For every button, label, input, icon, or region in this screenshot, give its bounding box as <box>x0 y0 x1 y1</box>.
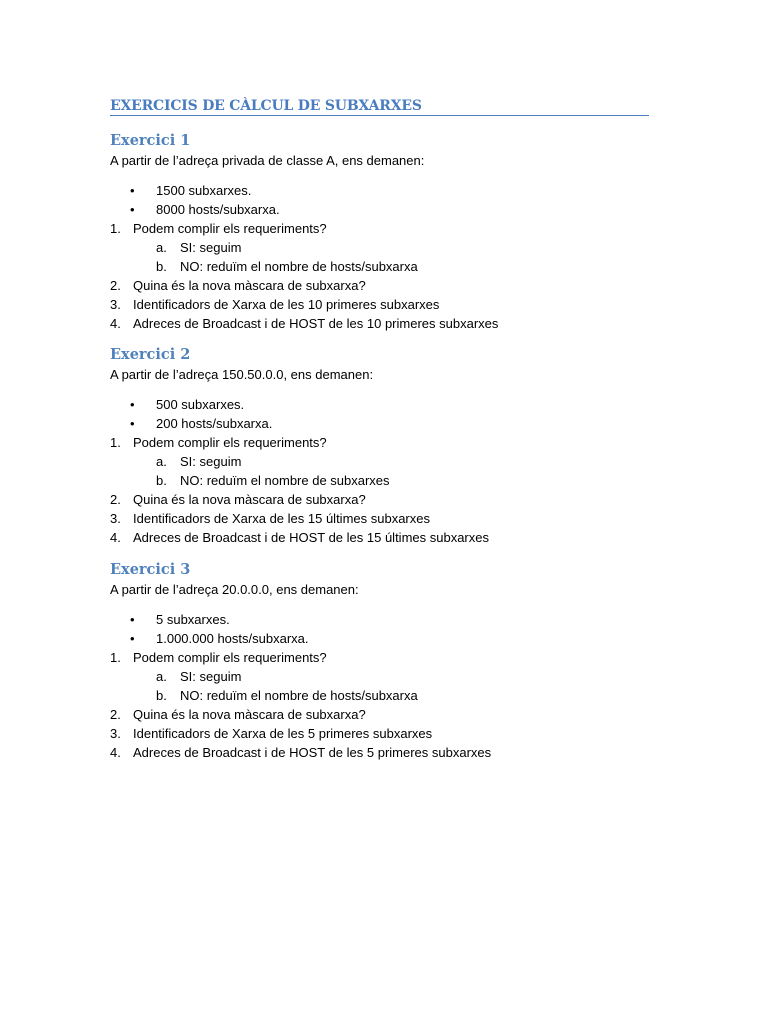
list-item <box>110 238 670 257</box>
question-text: Quina és la nova màscara de subxarxa? <box>133 707 366 722</box>
requirement-text: 1.000.000 hosts/subxarxa. <box>156 631 309 646</box>
list-item <box>110 257 670 276</box>
list-item <box>110 471 670 490</box>
list-item <box>110 433 670 452</box>
list-item <box>110 414 670 433</box>
exercise-heading: Exercici 2 <box>110 346 191 363</box>
list-number: 3. <box>110 297 121 312</box>
list-item <box>110 452 670 471</box>
exercise-heading: Exercici 3 <box>110 561 191 578</box>
question-text: Podem complir els requeriments? <box>133 221 327 236</box>
list-item <box>110 509 670 528</box>
sublist-letter: a. <box>156 669 167 684</box>
list-number: 3. <box>110 511 121 526</box>
exercise-intro: A partir de l’adreça privada de classe A, ens demanen: <box>110 153 425 168</box>
answer-option: NO: reduïm el nombre de hosts/subxarxa <box>180 688 418 703</box>
exercise-intro: A partir de l’adreça 150.50.0.0, ens demanen: <box>110 367 374 382</box>
list-item <box>110 276 670 295</box>
requirement-text: 8000 hosts/subxarxa. <box>156 202 280 217</box>
list-item <box>110 395 670 414</box>
list-number: 2. <box>110 707 121 722</box>
list-number: 2. <box>110 492 121 507</box>
list-number: 4. <box>110 530 121 545</box>
exercise-heading: Exercici 1 <box>110 132 191 149</box>
sublist-letter: a. <box>156 240 167 255</box>
bullet-icon: • <box>130 416 135 431</box>
document-title: EXERCICIS DE CÀLCUL DE SUBXARXES <box>110 98 649 116</box>
list-item <box>110 629 670 648</box>
list-item <box>110 528 670 547</box>
exercise-2 <box>110 345 670 547</box>
exercise-3 <box>110 560 670 762</box>
list-number: 4. <box>110 316 121 331</box>
bullet-icon: • <box>130 202 135 217</box>
requirement-text: 500 subxarxes. <box>156 397 245 412</box>
list-item <box>110 648 670 667</box>
answer-option: NO: reduïm el nombre de hosts/subxarxa <box>180 259 418 274</box>
list-item <box>110 219 670 238</box>
requirement-text: 5 subxarxes. <box>156 612 230 627</box>
question-text: Adreces de Broadcast i de HOST de les 5 primeres subxarxes <box>133 745 492 760</box>
requirement-text: 1500 subxarxes. <box>156 183 252 198</box>
list-item <box>110 667 670 686</box>
question-text: Quina és la nova màscara de subxarxa? <box>133 278 366 293</box>
bullet-icon: • <box>130 183 135 198</box>
answer-option: SI: seguim <box>180 240 242 255</box>
list-item <box>110 724 670 743</box>
list-item <box>110 743 670 762</box>
bullet-icon: • <box>130 631 135 646</box>
list-number: 1. <box>110 221 121 236</box>
list-item <box>110 295 670 314</box>
question-text: Quina és la nova màscara de subxarxa? <box>133 492 366 507</box>
list-number: 4. <box>110 745 121 760</box>
question-text: Adreces de Broadcast i de HOST de les 10 primeres subxarxes <box>133 316 499 331</box>
question-text: Identificadors de Xarxa de les 5 primeres subxarxes <box>133 726 433 741</box>
question-text: Adreces de Broadcast i de HOST de les 15 últimes subxarxes <box>133 530 489 545</box>
sublist-letter: b. <box>156 688 167 703</box>
list-number: 1. <box>110 650 121 665</box>
answer-option: NO: reduïm el nombre de subxarxes <box>180 473 390 488</box>
exercise-intro: A partir de l’adreça 20.0.0.0, ens demanen: <box>110 582 359 597</box>
bullet-icon: • <box>130 397 135 412</box>
answer-option: SI: seguim <box>180 454 242 469</box>
list-item <box>110 610 670 629</box>
list-number: 2. <box>110 278 121 293</box>
question-text: Podem complir els requeriments? <box>133 435 327 450</box>
list-item <box>110 181 670 200</box>
list-item <box>110 314 670 333</box>
answer-option: SI: seguim <box>180 669 242 684</box>
bullet-icon: • <box>130 612 135 627</box>
requirement-text: 200 hosts/subxarxa. <box>156 416 273 431</box>
sublist-letter: a. <box>156 454 167 469</box>
question-text: Identificadors de Xarxa de les 15 últimes subxarxes <box>133 511 430 526</box>
list-number: 1. <box>110 435 121 450</box>
list-item <box>110 705 670 724</box>
sublist-letter: b. <box>156 473 167 488</box>
exercise-1 <box>110 131 670 333</box>
question-text: Podem complir els requeriments? <box>133 650 327 665</box>
list-item <box>110 686 670 705</box>
list-item <box>110 200 670 219</box>
question-text: Identificadors de Xarxa de les 10 primeres subxarxes <box>133 297 440 312</box>
sublist-letter: b. <box>156 259 167 274</box>
list-item <box>110 490 670 509</box>
list-number: 3. <box>110 726 121 741</box>
